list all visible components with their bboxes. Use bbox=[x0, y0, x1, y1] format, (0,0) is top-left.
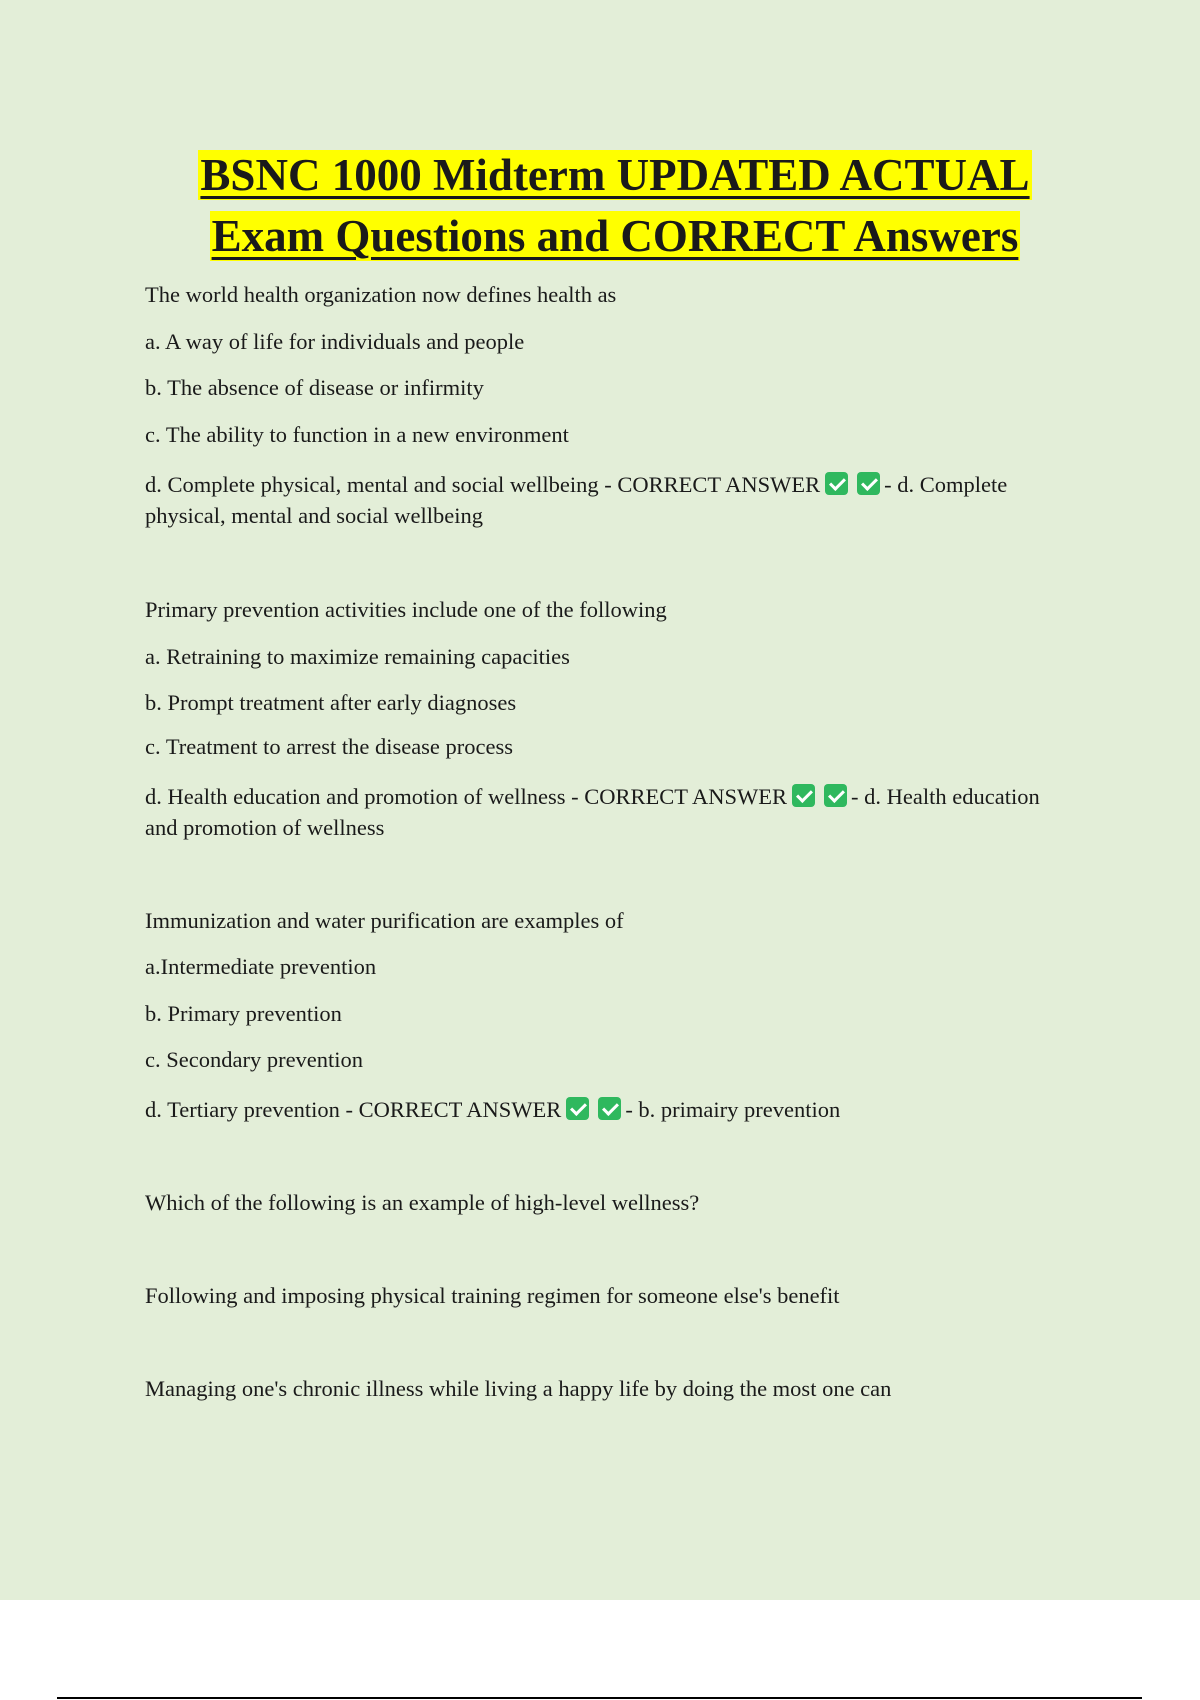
question-2-option-b: b. Prompt treatment after early diagnoses bbox=[145, 690, 517, 715]
question-2-option-d bbox=[145, 781, 1075, 843]
question-4-option-2: Managing one's chronic illness while living a happy life by doing the most one can bbox=[145, 1376, 892, 1401]
question-1-answer: - d. Complete physical, mental and social wellbeing bbox=[145, 472, 1008, 528]
question-1-option-b: b. The absence of disease or infirmity bbox=[145, 375, 484, 400]
question-2-option-a: a. Retraining to maximize remaining capacities bbox=[145, 644, 570, 669]
check-mark-button-icon bbox=[598, 1097, 621, 1120]
question-1-option-d-text: d. Complete physical, mental and social wellbeing - CORRECT ANSWER bbox=[145, 472, 821, 497]
check-mark-button-icon bbox=[825, 472, 848, 495]
question-3-option-a: a.Intermediate prevention bbox=[145, 954, 377, 979]
question-3-answer: - b. primairy prevention bbox=[625, 1097, 841, 1122]
question-1-option-c: c. The ability to function in a new environment bbox=[145, 422, 569, 447]
question-1-option-d bbox=[145, 469, 1075, 531]
question-1-option-a: a. A way of life for individuals and people bbox=[145, 329, 525, 354]
question-4: Which of the following is an example of high-level wellness? bbox=[145, 1190, 700, 1215]
question-2-option-c: c. Treatment to arrest the disease process bbox=[145, 734, 514, 759]
question-1: The world health organization now defines health as bbox=[145, 282, 617, 307]
question-2: Primary prevention activities include one of the following bbox=[145, 597, 667, 622]
document-title bbox=[60, 145, 1170, 267]
question-2-answer: - d. Health education and promotion of wellness bbox=[145, 784, 1040, 840]
check-mark-button-icon bbox=[566, 1097, 589, 1120]
question-4-option-1: Following and imposing physical training regimen for someone else's benefit bbox=[145, 1283, 840, 1308]
question-3-option-c: c. Secondary prevention bbox=[145, 1047, 364, 1072]
question-3-option-d bbox=[145, 1094, 1075, 1125]
footer-divider bbox=[57, 1697, 1142, 1699]
title-line-2: Exam Questions and CORRECT Answers bbox=[211, 211, 1019, 261]
check-mark-button-icon bbox=[792, 784, 815, 807]
title-line-1: BSNC 1000 Midterm UPDATED ACTUAL bbox=[200, 150, 1030, 200]
question-3-option-b: b. Primary prevention bbox=[145, 1001, 342, 1026]
check-mark-button-icon bbox=[857, 472, 880, 495]
question-3: Immunization and water purification are examples of bbox=[145, 908, 624, 933]
question-3-option-d-text: d. Tertiary prevention - CORRECT ANSWER bbox=[145, 1097, 562, 1122]
check-mark-button-icon bbox=[824, 784, 847, 807]
question-2-option-d-text: d. Health education and promotion of wellness - CORRECT ANSWER bbox=[145, 784, 788, 809]
